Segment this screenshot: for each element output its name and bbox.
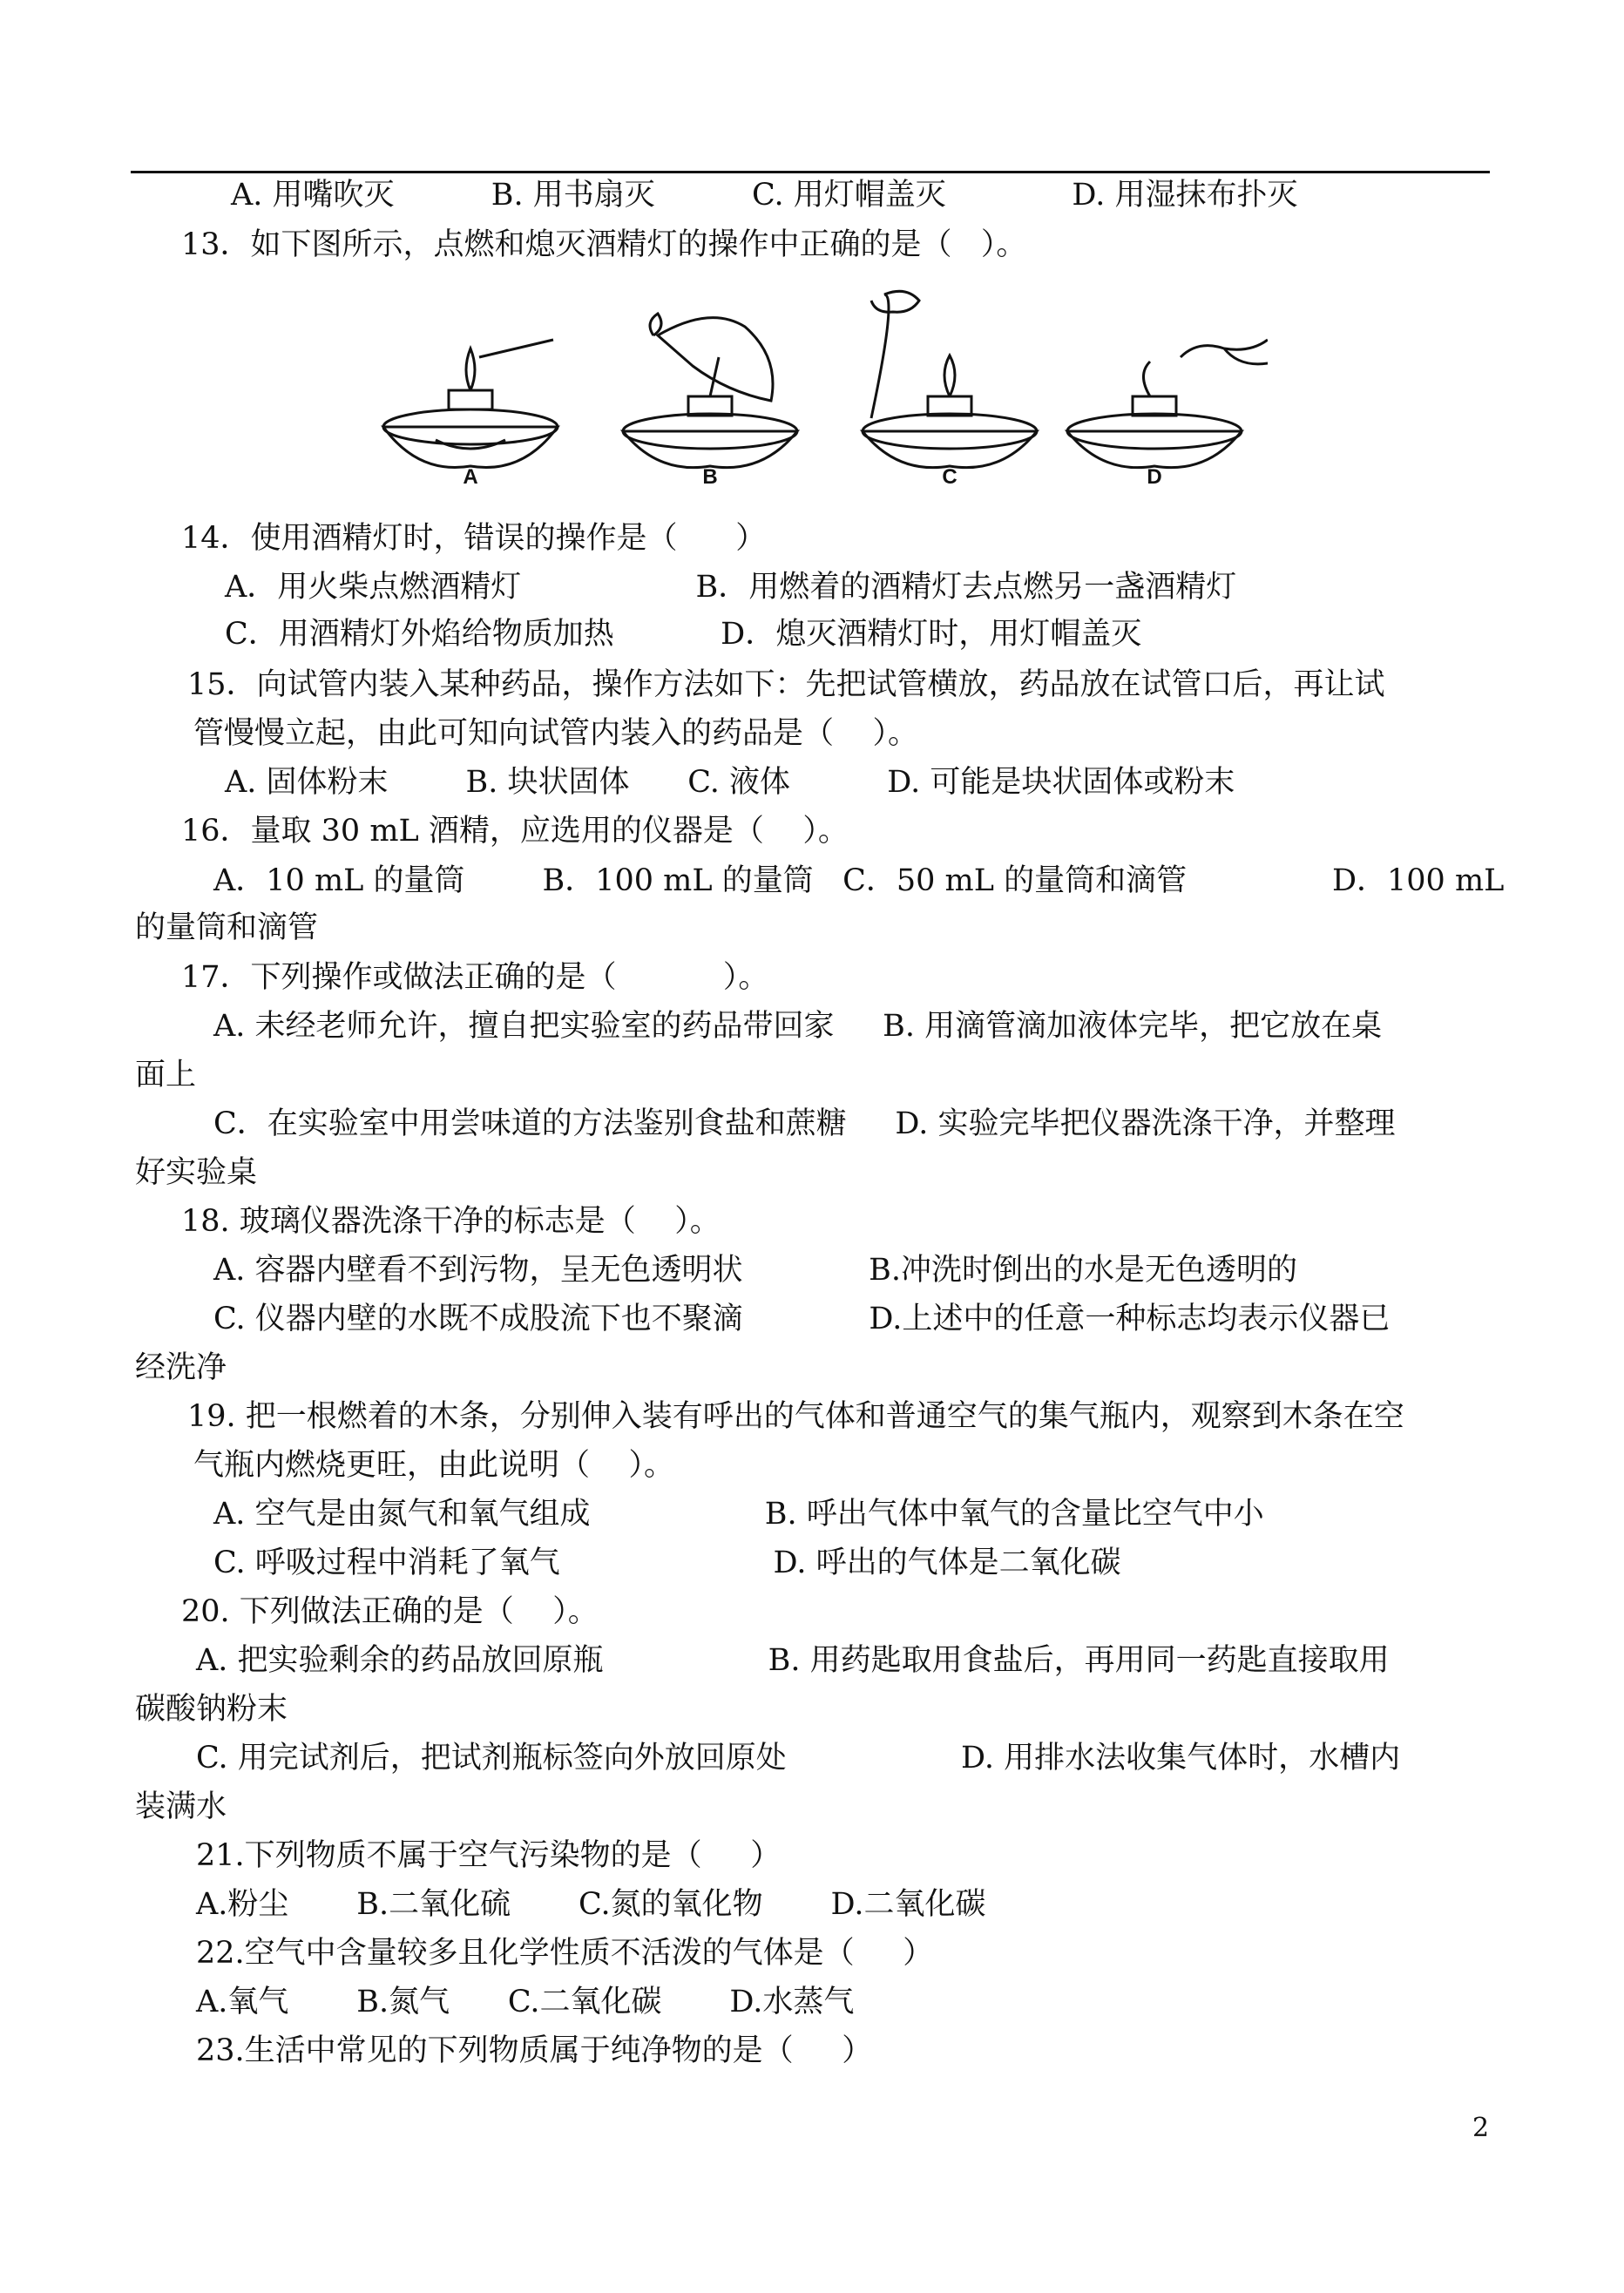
q14-options-ab: A．用火柴点燃酒精灯 B．用燃着的酒精灯去点燃另一盏酒精灯 — [225, 570, 1237, 605]
q18-options-cont: 经洗净 — [135, 1350, 227, 1385]
q17-options-ab: A. 未经老师允许，擅自把实验室的药品带回家 B. 用滴管滴加液体完毕，把它放在桌 — [213, 1009, 1383, 1044]
q15-options: A. 固体粉末 B. 块状固体 C. 液体 D. 可能是块状固体或粉末 — [225, 765, 1235, 800]
q13-stem: 13．如下图所示，点燃和熄灭酒精灯的操作中正确的是（ ）。 — [181, 227, 1027, 262]
q16-options-cont: 的量筒和滴管 — [135, 910, 319, 945]
q19-stem: 19. 把一根燃着的木条，分别伸入装有呼出的气体和普通空气的集气瓶内，观察到木条在空 — [187, 1399, 1404, 1434]
q18-options-ab: A. 容器内壁看不到污物，呈无色透明状 B.冲洗时倒出的水是无色透明的 — [213, 1253, 1298, 1288]
q18-stem: 18. 玻璃仪器洗涤干净的标志是（ ）。 — [181, 1204, 721, 1239]
lamp-b-drawing — [623, 314, 797, 468]
q20-stem: 20. 下列做法正确的是（ ）。 — [181, 1594, 599, 1629]
q16-options: A．10 mL 的量筒 B．100 mL 的量筒 C．50 mL 的量筒和滴管 D．100 mL — [213, 863, 1505, 898]
alcohol-lamp-figure — [327, 287, 1268, 488]
q19-options-cd: C. 呼吸过程中消耗了氧气 D. 呼出的气体是二氧化碳 — [213, 1546, 1121, 1580]
q19-stem-cont: 气瓶内燃烧更旺，由此说明（ ）。 — [193, 1448, 675, 1483]
q14-options-cd: C．用酒精灯外焰给物质加热 D．熄灭酒精灯时，用灯帽盖灭 — [225, 617, 1142, 652]
q19-options-ab: A. 空气是由氮气和氧气组成 B. 呼出气体中氧气的含量比空气中小 — [213, 1497, 1264, 1532]
q20-options-cd-cont: 装满水 — [135, 1789, 227, 1824]
q18-options-cd: C. 仪器内壁的水既不成股流下也不聚滴 D.上述中的任意一种标志均表示仪器已 — [213, 1302, 1391, 1336]
q14-stem: 14．使用酒精灯时，错误的操作是（ ） — [181, 521, 767, 556]
q17-stem: 17．下列操作或做法正确的是（ ）。 — [181, 960, 769, 995]
figure-label-a: A — [463, 465, 478, 488]
lamp-c-drawing — [863, 291, 1037, 467]
q17-options-cd: C．在实验室中用尝味道的方法鉴别食盐和蔗糖 D. 实验完毕把仪器洗涤干净，并整理 — [213, 1106, 1396, 1141]
header-rule — [131, 171, 1490, 173]
q16-stem: 16．量取 30 mL 酒精，应选用的仪器是（ ）。 — [181, 814, 849, 849]
q20-options-cd: C. 用完试剂后，把试剂瓶标签向外放回原处 D. 用排水法收集气体时，水槽内 — [196, 1741, 1401, 1776]
q22-stem: 22.空气中含量较多且化学性质不活泼的气体是（ ） — [196, 1936, 934, 1971]
figure-label-c: C — [942, 465, 957, 488]
q17-options-cd-cont: 好实验桌 — [135, 1155, 258, 1190]
q20-options-ab-cont: 碳酸钠粉末 — [135, 1692, 288, 1727]
lamp-a-drawing — [383, 340, 558, 468]
q21-stem: 21.下列物质不属于空气污染物的是（ ） — [196, 1838, 782, 1873]
q21-options: A.粉尘 B.二氧化硫 C.氮的氧化物 D.二氧化碳 — [196, 1887, 986, 1922]
figure-label-b: B — [702, 465, 718, 488]
figure-label-d: D — [1147, 465, 1162, 488]
q15-stem-cont: 管慢慢立起，由此可知向试管内装入的药品是（ ）。 — [193, 716, 919, 751]
q15-stem: 15．向试管内装入某种药品，操作方法如下：先把试管横放，药品放在试管口后，再让试 — [187, 667, 1385, 702]
q20-options-ab: A. 把实验剩余的药品放回原瓶 B. 用药匙取用食盐后，再用同一药匙直接取用 — [196, 1643, 1390, 1678]
q23-stem: 23.生活中常见的下列物质属于纯净物的是（ ） — [196, 2033, 873, 2068]
q12-options: A. 用嘴吹灭 B. 用书扇灭 C. 用灯帽盖灭 D. 用湿抹布扑灭 — [231, 178, 1298, 213]
q22-options: A.氧气 B.氮气 C.二氧化碳 D.水蒸气 — [196, 1985, 855, 2019]
page-number: 2 — [1472, 2113, 1490, 2143]
lamp-d-drawing — [1067, 340, 1268, 468]
q17-options-ab-cont: 面上 — [135, 1058, 197, 1092]
